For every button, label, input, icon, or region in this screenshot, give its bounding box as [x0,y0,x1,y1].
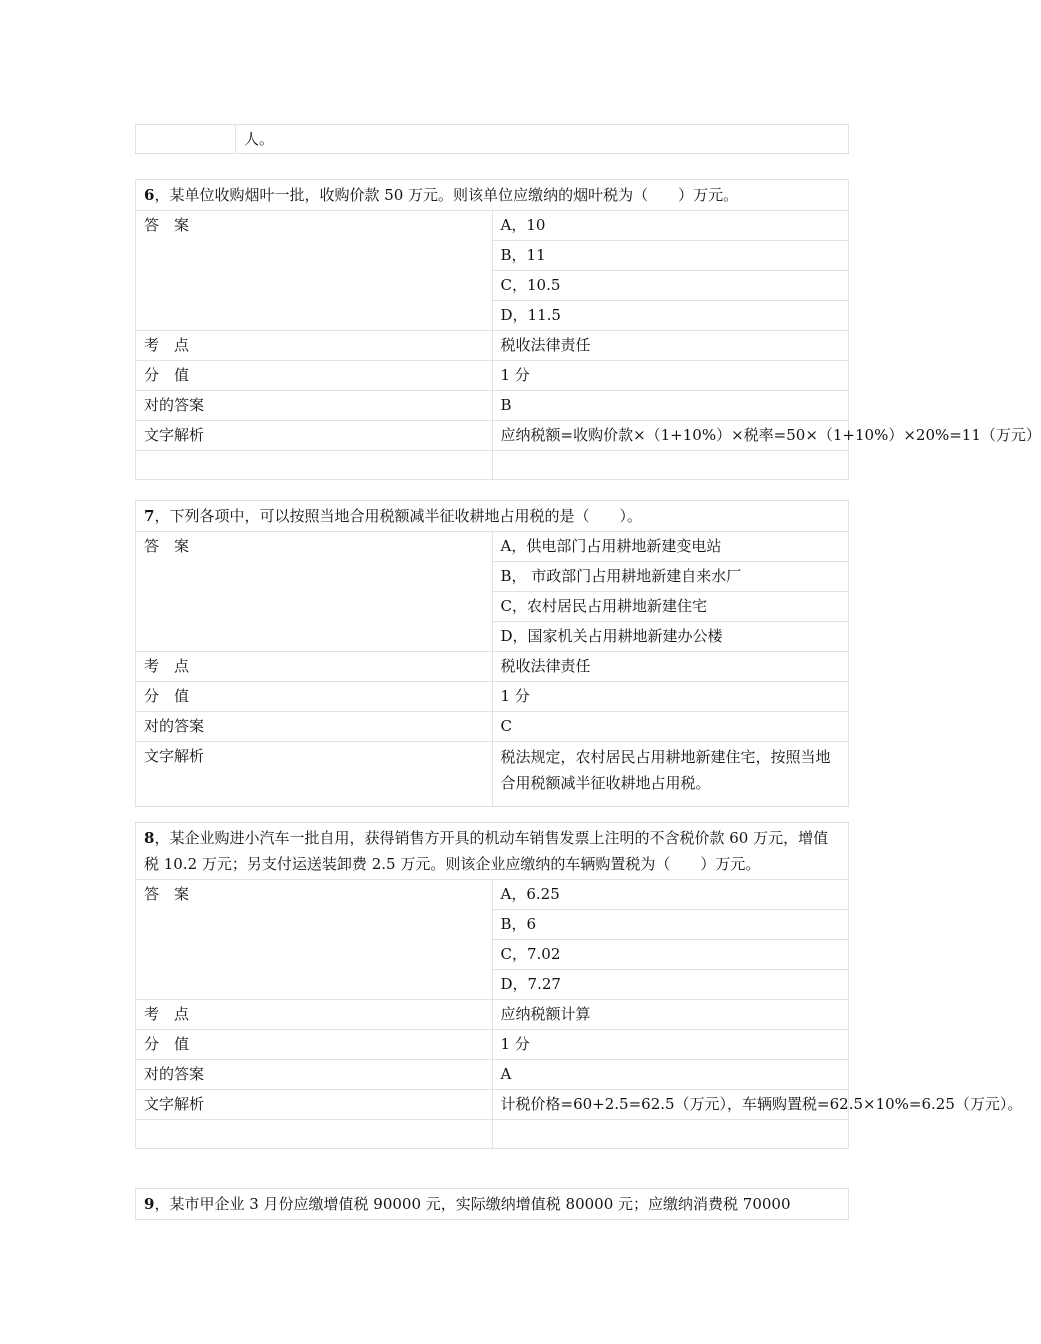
score-value: 1 分 [492,361,849,391]
correct-label: 对的答案 [136,712,493,742]
score-value: 1 分 [492,1030,849,1060]
question-number: 7 [144,507,155,525]
point-label: 考 点 [136,331,493,361]
answer-label: 答 案 [136,532,493,652]
option-b: B，11 [492,241,849,271]
analysis-value: 计税价格=60+2.5=62.5（万元），车辆购置税=62.5×10%=6.25（万元）。 [492,1090,849,1120]
previous-question-fragment [135,124,849,154]
question-number: 8 [144,829,155,847]
option-a: A，6.25 [492,880,849,910]
question-number: 9 [144,1195,155,1213]
question-8 [135,822,1023,1149]
correct-label: 对的答案 [136,391,493,421]
question-text [136,823,849,880]
answer-label: 答 案 [136,211,493,331]
score-value: 1 分 [492,682,849,712]
question-9 [135,1188,849,1220]
fragment-text: 人。 [236,125,849,154]
question-number: 6 [144,186,155,204]
analysis-label: 文字解析 [136,421,493,451]
correct-value: A [492,1060,849,1090]
question-text [136,501,849,532]
question-stem: ，某单位收购烟叶一批，收购价款 50 万元。则该单位应缴纳的烟叶税为（ ）万元。 [154,186,739,204]
analysis-label: 文字解析 [136,1090,493,1120]
option-d: D，11.5 [492,301,849,331]
option-c: C，农村居民占用耕地新建住宅 [492,592,849,622]
answer-label: 答 案 [136,880,493,1000]
correct-value: B [492,391,849,421]
question-7 [135,500,849,807]
correct-label: 对的答案 [136,1060,493,1090]
analysis-label: 文字解析 [136,742,493,807]
question-text [136,1189,849,1220]
point-value: 应纳税额计算 [492,1000,849,1030]
option-d: D，7.27 [492,970,849,1000]
option-d: D，国家机关占用耕地新建办公楼 [492,622,849,652]
question-stem: ，某市甲企业 3 月份应缴增值税 90000 元，实际缴纳增值税 80000 元；应缴纳消费税 70000 [154,1195,791,1213]
option-a: A，10 [492,211,849,241]
point-value: 税收法律责任 [492,331,849,361]
point-label: 考 点 [136,1000,493,1030]
question-stem: ，某企业购进小汽车一批自用，获得销售方开具的机动车销售发票上注明的不含税价款 60 万元，增值税 10.2 万元；另支付运送装卸费 2.5 万元。则该企业应缴纳的车辆购置税为（ ）万元。 [144,829,829,873]
question-6 [135,179,1041,480]
option-c: C，10.5 [492,271,849,301]
option-b: B， 市政部门占用耕地新建自来水厂 [492,562,849,592]
score-label: 分 值 [136,1030,493,1060]
option-b: B，6 [492,910,849,940]
analysis-value: 应纳税额=收购价款×（1+10%）×税率=50×（1+10%）×20%=11（万元） [492,421,849,451]
analysis-value: 税法规定，农村居民占用耕地新建住宅，按照当地合用税额减半征收耕地占用税。 [492,742,849,807]
question-text [136,180,849,211]
score-label: 分 值 [136,361,493,391]
point-value: 税收法律责任 [492,652,849,682]
correct-value: C [492,712,849,742]
option-c: C，7.02 [492,940,849,970]
score-label: 分 值 [136,682,493,712]
option-a: A，供电部门占用耕地新建变电站 [492,532,849,562]
point-label: 考 点 [136,652,493,682]
question-stem: ，下列各项中，可以按照当地合用税额减半征收耕地占用税的是（ ）。 [154,507,642,525]
